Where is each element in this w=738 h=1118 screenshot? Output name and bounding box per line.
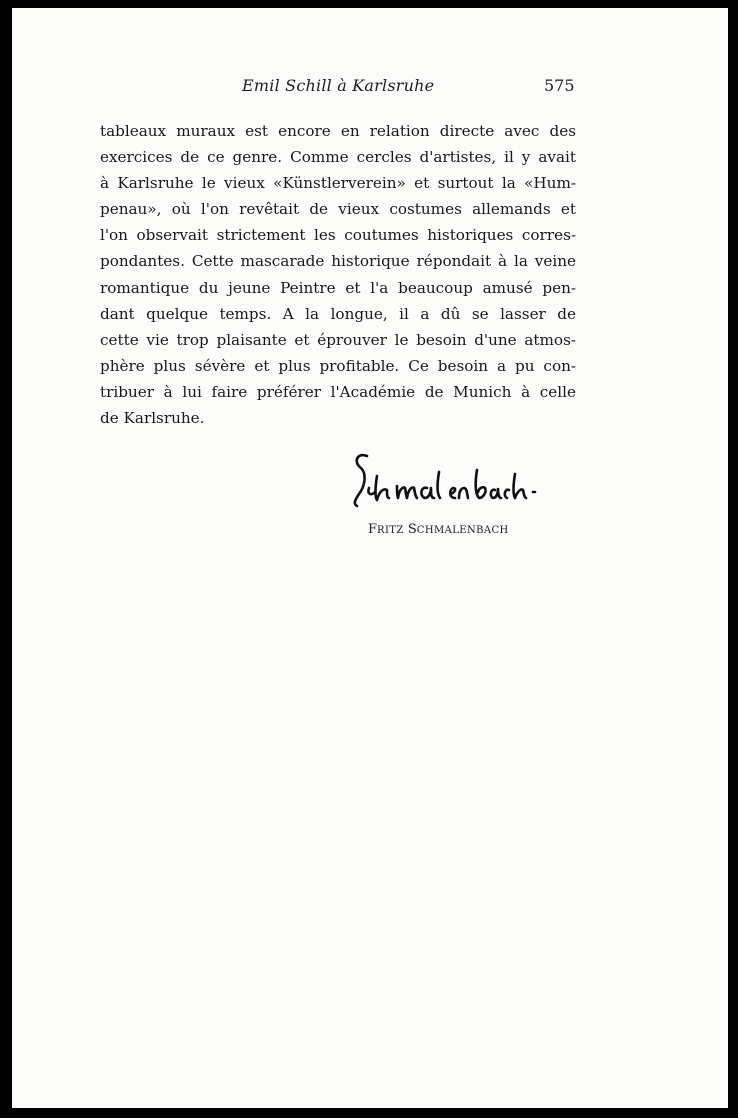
text-line: cette vie trop plaisante et éprouver le besoin d'une atmos- [100, 330, 576, 349]
text-line: exercices de ce genre. Comme cercles d'artistes, il y avait [100, 148, 576, 167]
running-title: Emil Schill à Karlsruhe [242, 76, 435, 95]
text-line: à Karlsruhe le vieux «Künstlerverein» et surtout la «Hum- [100, 174, 576, 193]
page-number: 575 [544, 76, 575, 95]
text-line: de Karlsruhe. [100, 409, 205, 428]
running-head [12, 76, 728, 100]
handwritten-signature [347, 448, 547, 510]
text-line: phère plus sévère et plus profitable. Ce besoin a pu con- [100, 356, 576, 375]
document-page [12, 8, 728, 1108]
text-line: l'on observait strictement les coutumes historiques corres- [100, 226, 576, 245]
text-line: penau», où l'on revêtait de vieux costumes allemands et [100, 200, 576, 219]
text-line: dant quelque temps. A la longue, il a dû se lasser de [100, 304, 576, 323]
text-line: tableaux muraux est encore en relation directe avec des [100, 122, 576, 140]
text-line: pondantes. Cette mascarade historique répondait à la veine [100, 252, 576, 271]
text-line: romantique du jeune Peintre et l'a beaucoup amusé pen- [100, 278, 576, 297]
signature-icon [347, 448, 547, 510]
text-line: tribuer à lui faire préférer l'Académie de Munich à celle [100, 382, 576, 401]
body-paragraph [100, 118, 576, 431]
author-name: FRITZ SCHMALENBACH [368, 522, 509, 537]
